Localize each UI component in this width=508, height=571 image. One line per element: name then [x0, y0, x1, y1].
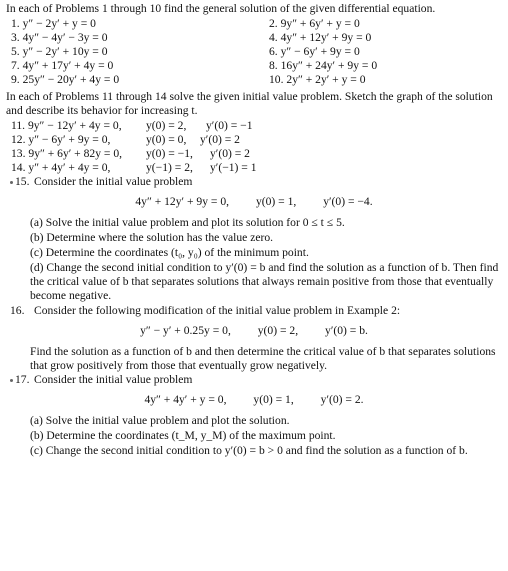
- problem-10: 10. 2y″ + 2y′ + y = 0: [269, 73, 366, 86]
- problem-7: 7. 4y″ + 17y′ + 4y = 0: [11, 59, 114, 72]
- problem-16-ic2: y′(0) = b.: [325, 324, 368, 337]
- problem-14-ic1: y(−1) = 2,: [146, 161, 193, 174]
- instructions-1: In each of Problems 1 through 10 find the general solution of the given differential equation.: [6, 2, 436, 15]
- problem-12-ic1: y(0) = 0,: [146, 133, 187, 146]
- problem-16-display-equation: [6, 324, 502, 338]
- problem-12-equation: 12. y″ − 6y′ + 9y = 0,: [11, 133, 111, 146]
- problem-16-text: Consider the following modification of the initial value problem in Example 2:: [34, 304, 401, 317]
- problem-2: 2. 9y″ + 6y′ + y = 0: [269, 17, 360, 30]
- problem-17-part-b: (b) Determine the coordinates (t_M, y_M) of the maximum point.: [30, 429, 336, 442]
- problem-17-part-a: (a) Solve the initial value problem and plot the solution.: [30, 414, 290, 427]
- problem-17-part-c: (c) Change the second initial condition to y′(0) = b > 0 and find the solution as a function of b.: [30, 444, 468, 457]
- problem-15-ic1: y(0) = 1,: [255, 195, 297, 208]
- problem-13-ic2: y′(0) = 2: [210, 147, 250, 160]
- problem-5: 5. y″ − 2y′ + 10y = 0: [11, 45, 108, 58]
- problem-15: [6, 175, 502, 189]
- problem-3: 3. 4y″ − 4y′ − 3y = 0: [11, 31, 108, 44]
- problem-17-parts: [30, 414, 502, 458]
- problem-17-number: 17.: [6, 373, 34, 387]
- problem-14-equation: 14. y″ + 4y′ + 4y = 0,: [11, 161, 111, 174]
- problem-17-text: Consider the initial value problem: [34, 373, 193, 386]
- problem-16-number: 16.: [10, 304, 25, 317]
- problem-12: [11, 133, 502, 147]
- problem-13: [11, 147, 502, 161]
- problem-16: [6, 304, 502, 318]
- instructions-2: In each of Problems 11 through 14 solve the given initial value problem. Sketch the graph of the solution and describe its behavior for increasing t.: [6, 90, 493, 117]
- problem-6: 6. y″ − 6y′ + 9y = 0: [269, 45, 360, 58]
- problem-15-part-d: (d) Change the second initial condition to y′(0) = b and find the solution as a function of b. Then find the critical value of b that separates solutions that always remain positive from those that eventually become negative.: [30, 261, 499, 302]
- problem-15-display-equation: [6, 195, 502, 209]
- problem-1: 1. y″ − 2y′ + y = 0: [11, 17, 96, 30]
- problem-17-display-equation: [6, 393, 502, 407]
- problem-15-parts: [30, 216, 502, 303]
- problem-13-equation: 13. 9y″ + 6y′ + 82y = 0,: [11, 147, 123, 160]
- problem-15-part-b: (b) Determine where the solution has the value zero.: [30, 231, 274, 244]
- problem-15-text: Consider the initial value problem: [34, 175, 193, 188]
- problem-11-ic1: y(0) = 2,: [146, 119, 187, 132]
- problems-1-10: [11, 17, 502, 87]
- problem-15-equation: 4y″ + 12y′ + 9y = 0,: [135, 195, 230, 208]
- problem-16-followup: Find the solution as a function of b and then determine the critical value of b that separates solutions that grow positively from those that eventually grow negatively.: [30, 345, 496, 372]
- problem-13-ic1: y(0) = −1,: [146, 147, 193, 160]
- problem-17: [6, 373, 502, 387]
- problem-17-ic2: y′(0) = 2.: [320, 393, 364, 406]
- problem-16-ic1: y(0) = 2,: [257, 324, 299, 337]
- margin-mark: [10, 379, 13, 382]
- problem-15-part-c: (c) Determine the coordinates (t₀, y₀) of the minimum point.: [30, 246, 309, 259]
- problem-14: [11, 161, 502, 175]
- problems-11-14: [11, 119, 502, 175]
- problem-16-equation: y″ − y′ + 0.25y = 0,: [140, 324, 231, 337]
- problem-11-ic2: y′(0) = −1: [206, 119, 253, 132]
- problem-17-equation: 4y″ + 4y′ + y = 0,: [144, 393, 227, 406]
- problem-15-part-a: (a) Solve the initial value problem and plot its solution for 0 ≤ t ≤ 5.: [30, 216, 345, 229]
- problem-8: 8. 16y″ + 24y′ + 9y = 0: [269, 59, 378, 72]
- problem-12-ic2: y′(0) = 2: [200, 133, 240, 146]
- problem-15-number: 15.: [6, 175, 34, 189]
- problem-17-ic1: y(0) = 1,: [253, 393, 294, 406]
- margin-mark: [10, 181, 13, 184]
- problem-14-ic2: y′(−1) = 1: [210, 161, 257, 174]
- problem-11-equation: 11. 9y″ − 12y′ + 4y = 0,: [11, 119, 122, 132]
- problem-11: [11, 119, 502, 133]
- problem-9: 9. 25y″ − 20y′ + 4y = 0: [11, 73, 120, 86]
- problem-15-ic2: y′(0) = −4.: [323, 195, 373, 208]
- problem-4: 4. 4y″ + 12y′ + 9y = 0: [269, 31, 372, 44]
